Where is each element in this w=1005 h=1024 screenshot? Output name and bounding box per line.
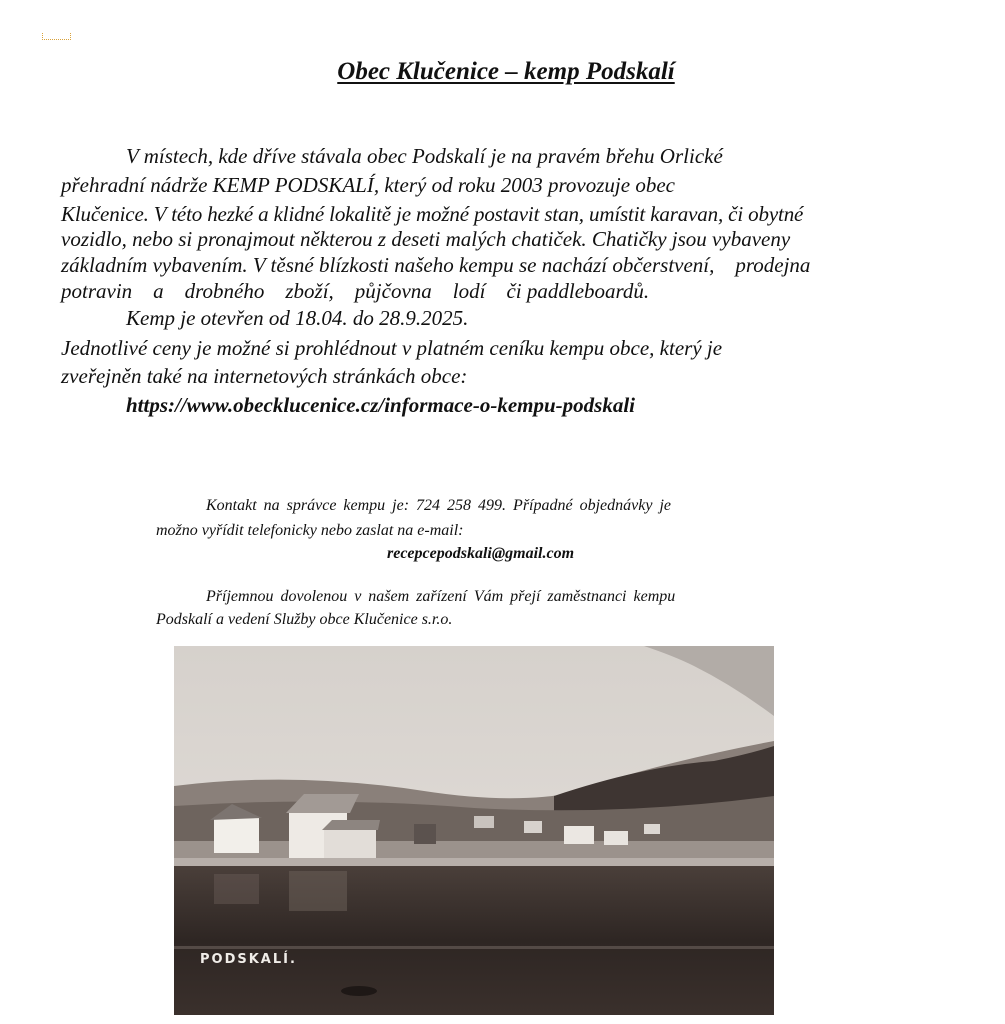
- paragraph-line-4: vozidlo, nebo si pronajmout některou z deseti malých chatiček. Chatičky jsou vybaveny: [61, 227, 791, 251]
- paragraph-line-9: zveřejněn také na internetových stránkách obce:: [61, 364, 468, 388]
- paragraph-line-2: přehradní nádrže KEMP PODSKALÍ, který od roku 2003 provozuje obec: [61, 173, 675, 197]
- paragraph-line-3: Klučenice. V této hezké a klidné lokalitě je možné postavit stan, umístit karavan, či obytné: [61, 202, 804, 226]
- contact-line-1: Kontakt na správce kempu je: 724 258 499. Případné objednávky je: [206, 497, 671, 514]
- paragraph-line-6: potravin a drobného zboží, půjčovna lodí či paddleboardů.: [61, 279, 650, 303]
- paragraph-line-1: V místech, kde dříve stávala obec Podskalí je na pravém břehu Orlické: [126, 144, 723, 168]
- website-url[interactable]: https://www.obecklucenice.cz/informace-o-kempu-podskali: [126, 393, 636, 417]
- page-title: Obec Klučenice – kemp Podskalí: [337, 58, 675, 85]
- corner-mark: [42, 33, 71, 40]
- paragraph-line-5: základním vybavením. V těsné blízkosti našeho kempu se nachází občerstvení, prodejna: [61, 253, 811, 277]
- historical-photo: [174, 646, 774, 1015]
- paragraph-line-7: Kemp je otevřen od 18.04. do 28.9.2025.: [126, 306, 469, 330]
- paragraph-line-8: Jednotlivé ceny je možné si prohlédnout v platném ceníku kempu obce, který je: [61, 336, 723, 360]
- greeting-line-2: Podskalí a vedení Služby obce Klučenice s.r.o.: [156, 611, 453, 628]
- contact-line-2: možno vyřídit telefonicky nebo zaslat na e-mail:: [156, 522, 464, 539]
- contact-email[interactable]: recepcepodskali@gmail.com: [387, 545, 575, 562]
- greeting-line-1: Příjemnou dovolenou v našem zařízení Vám přejí zaměstnanci kempu: [206, 588, 676, 605]
- photo-caption: PODSKALÍ.: [200, 952, 297, 967]
